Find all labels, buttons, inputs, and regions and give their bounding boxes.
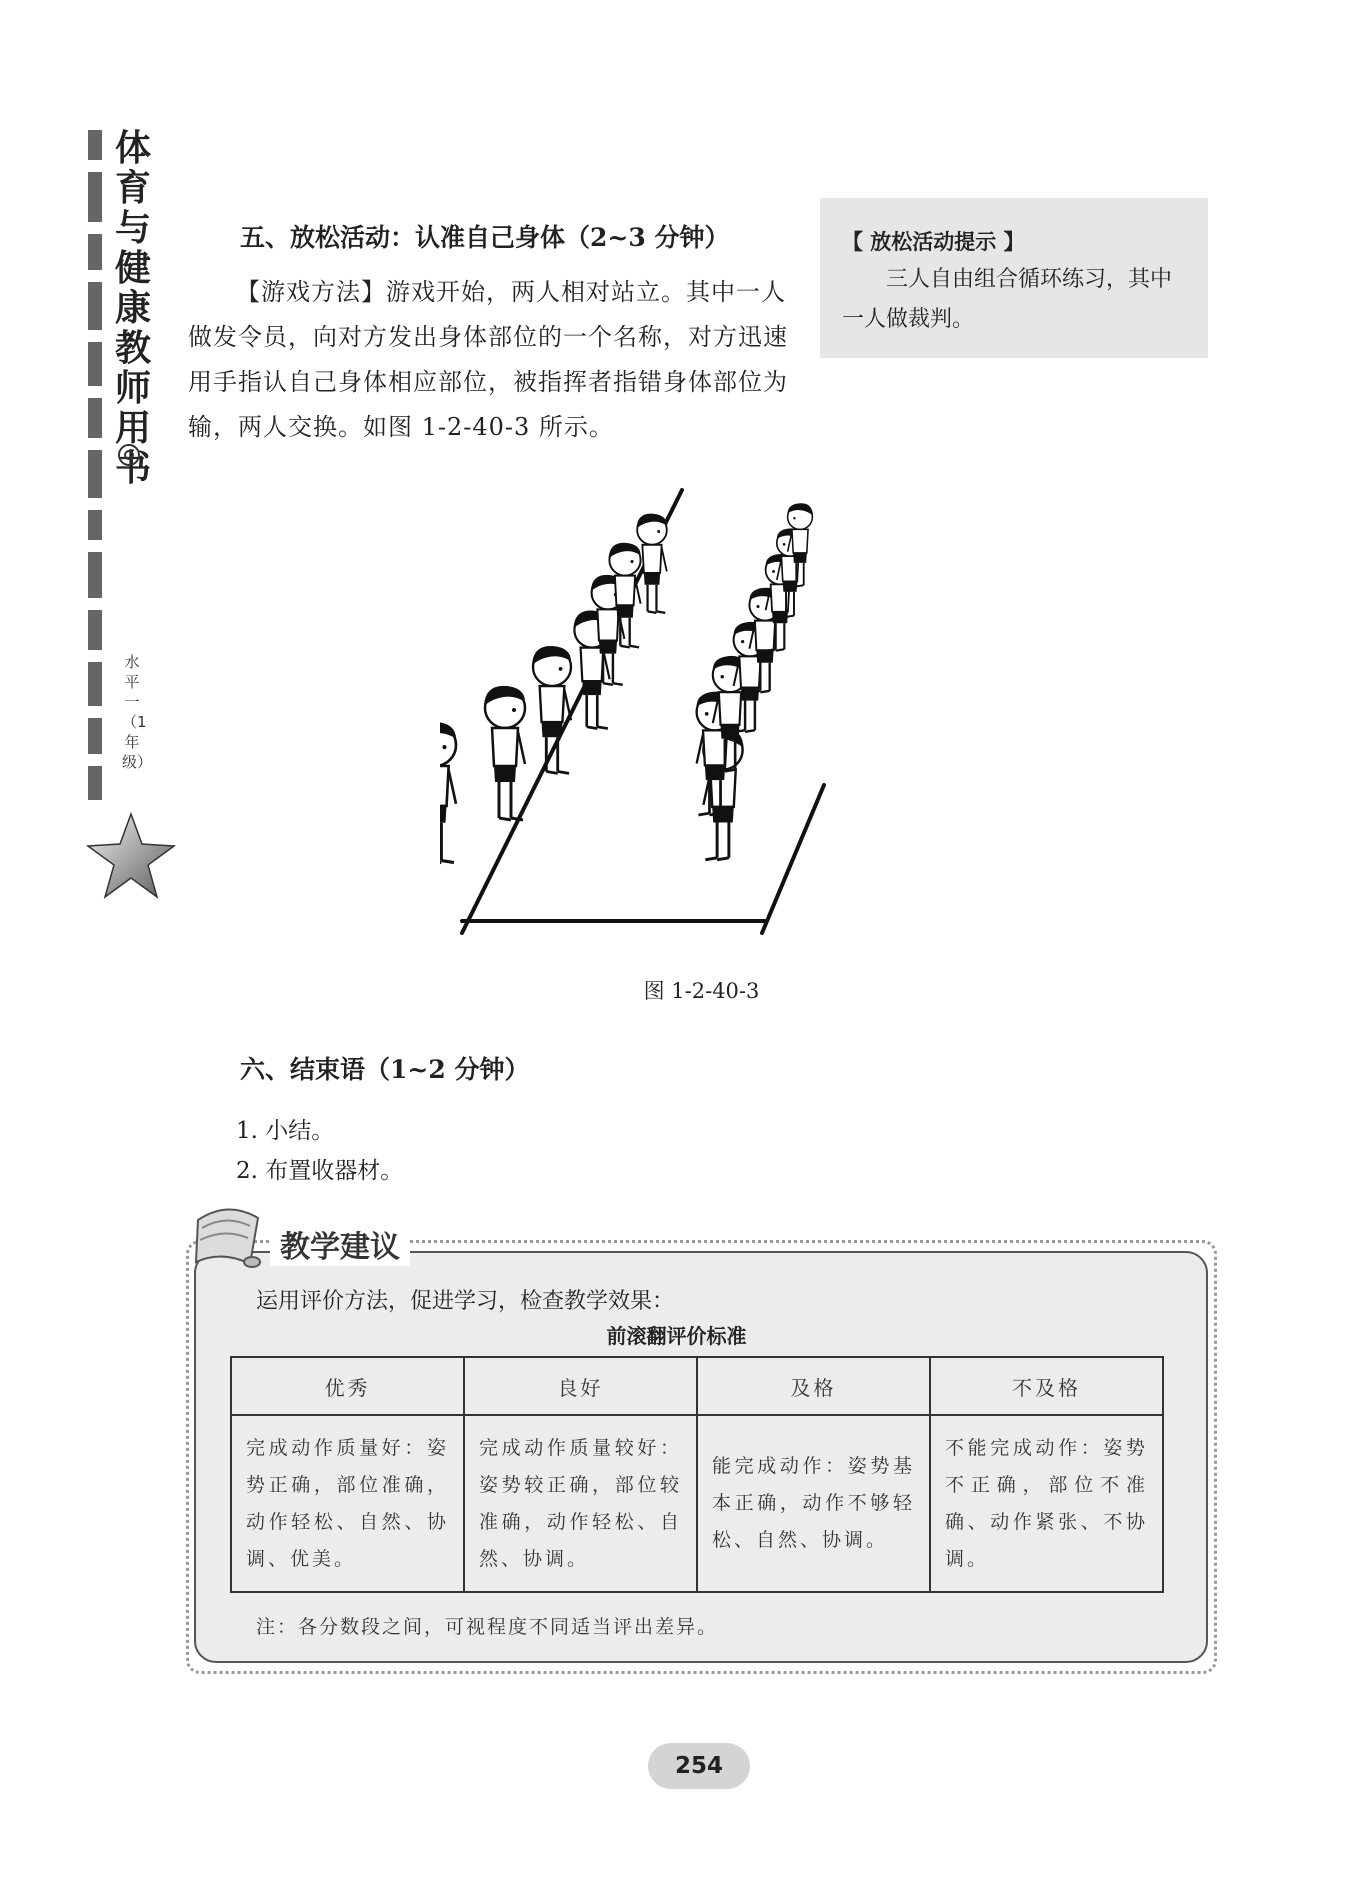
section-heading-closing: 六、结束语（1~2 分钟）: [240, 1055, 530, 1084]
grade-level: 水平一（1年级）: [122, 653, 153, 771]
list-item: 1. 小结。: [236, 1118, 335, 1144]
page-number: 254: [648, 1743, 750, 1789]
figure-caption: 图 1-2-40-3: [643, 979, 760, 1003]
sidebar-bar: [88, 130, 102, 800]
relax-tip-box: [820, 198, 1208, 358]
tip-text: 三人自由组合循环练习，其中一人做裁判。: [842, 267, 1173, 332]
figure-illustration: [440, 455, 980, 945]
game-method-paragraph: 【游戏方法】游戏开始，两人相对站立。其中一人做发令员，向对方发出身体部位的一个名称，对方迅速用手指认自己身体相应部位，被指挥者指错身体部位为输，两人交换。如图 1-2-40-3 所示。: [188, 278, 788, 441]
star-icon: [86, 812, 176, 900]
table-header-row: [231, 1357, 1163, 1415]
tip-title: 【 放松活动提示 】: [842, 230, 1025, 254]
header-good: 良好: [464, 1357, 697, 1415]
child-figure: [440, 722, 456, 863]
double-circle-icon: [118, 444, 140, 466]
evaluation-table: [230, 1356, 1164, 1593]
cell-excellent: 完成动作质量好：姿势正确，部位准确，动作轻松、自然、协调、优美。: [231, 1415, 464, 1592]
cell-fail: 不能完成动作：姿势不正确，部位不准确、动作紧张、不协调。: [930, 1415, 1163, 1592]
cell-good: 完成动作质量较好：姿势较正确，部位较准确，动作轻松、自然、协调。: [464, 1415, 697, 1592]
list-item: 2. 布置收器材。: [236, 1158, 404, 1184]
children-row-right: [697, 503, 813, 860]
suggestion-title: 教学建议: [270, 1222, 410, 1266]
table-note: 注：各分数段之间，可视程度不同适当评出差异。: [256, 1616, 719, 1638]
table-row: [231, 1415, 1163, 1592]
header-fail: 不及格: [930, 1357, 1163, 1415]
suggestion-intro: 运用评价方法，促进学习，检查教学效果：: [256, 1289, 675, 1314]
section-heading-relax: 五、放松活动：认准自己身体（2~3 分钟）: [240, 223, 730, 252]
scroll-icon: [188, 1200, 268, 1280]
child-figure: [484, 686, 525, 820]
children-row-left: [440, 514, 667, 863]
header-pass: 及格: [697, 1357, 930, 1415]
header-excellent: 优秀: [231, 1357, 464, 1415]
table-title: 前滚翻评价标准: [606, 1324, 747, 1348]
cell-pass: 能完成动作：姿势基本正确，动作不够轻松、自然、协调。: [697, 1415, 930, 1592]
book-title: 体育与健康教师用书: [114, 127, 151, 489]
